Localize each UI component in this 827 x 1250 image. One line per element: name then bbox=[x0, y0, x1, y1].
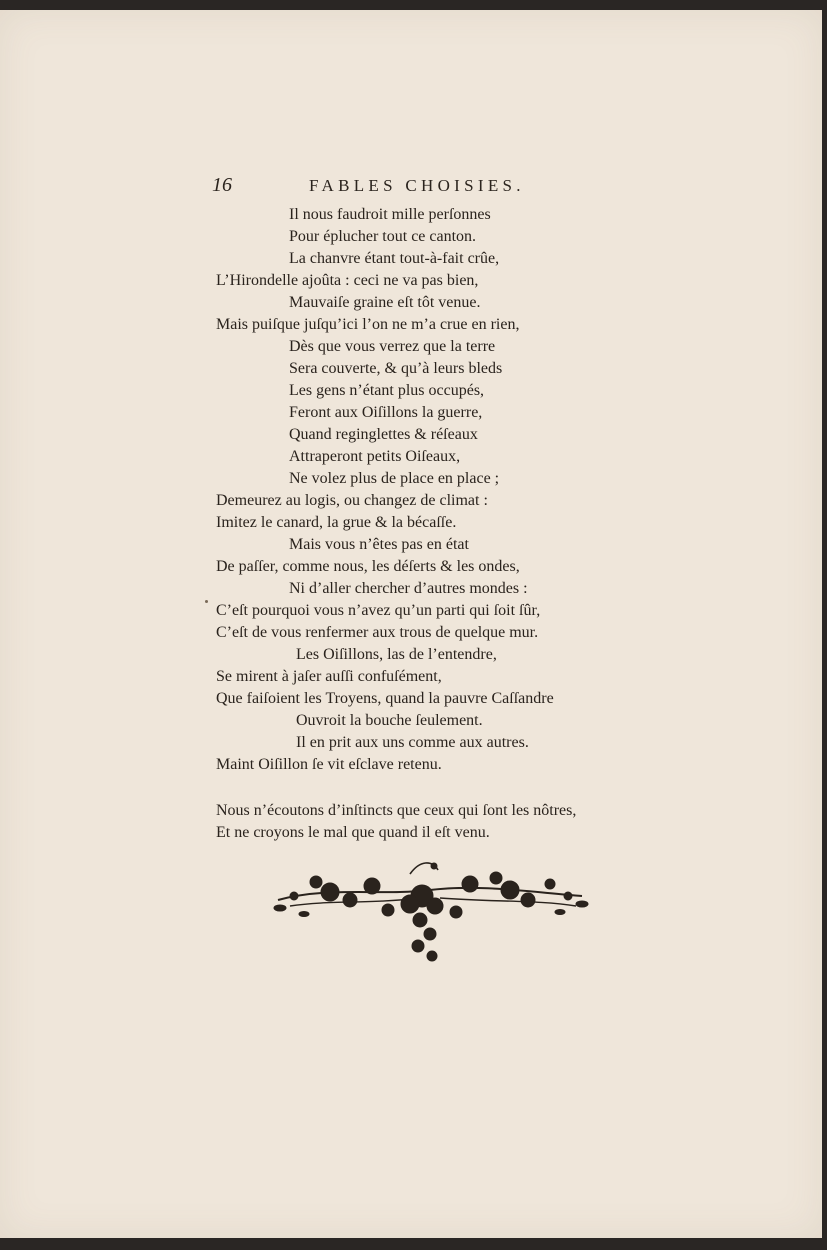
running-title: FABLES CHOISIES. bbox=[309, 176, 525, 195]
verse-line: Dès que vous verrez que la terre bbox=[289, 338, 496, 355]
paper-speck bbox=[205, 600, 208, 603]
verse-line: Il en prit aux uns comme aux autres. bbox=[296, 734, 529, 751]
moral-line: Et ne croyons le mal que quand il eſt venu. bbox=[216, 824, 490, 841]
verse-line: Mais vous n’êtes pas en état bbox=[289, 536, 469, 553]
verse-line: Mais puiſque juſqu’ici l’on ne m’a crue en rien, bbox=[216, 316, 520, 333]
verse-line: Il nous faudroit mille perſonnes bbox=[289, 206, 491, 223]
verse-line: Ni d’aller chercher d’autres mondes : bbox=[289, 580, 528, 597]
verse-line: Les gens n’étant plus occupés, bbox=[289, 382, 485, 399]
verse-line: C’eſt pourquoi vous n’avez qu’un parti qui ſoit ſûr, bbox=[216, 602, 541, 619]
verse-line: Mauvaiſe graine eſt tôt venue. bbox=[289, 294, 481, 311]
verse-line: L’Hirondelle ajoûta : ceci ne va pas bien, bbox=[216, 272, 479, 289]
verse-line: Feront aux Oiſillons la guerre, bbox=[289, 404, 483, 421]
verse-line: Se mirent à jaſer auſſi confuſément, bbox=[216, 668, 442, 685]
verse-line: De paſſer, comme nous, les déſerts & les ondes, bbox=[216, 558, 520, 575]
verse-line: Attraperont petits Oiſeaux, bbox=[289, 448, 461, 465]
floral-vignette-icon bbox=[270, 856, 590, 976]
verse-line: Imitez le canard, la grue & la bécaſſe. bbox=[216, 514, 457, 531]
verse-line: La chanvre étant tout-à-fait crûe, bbox=[289, 250, 500, 267]
verse-line: Maint Oiſillon ſe vit eſclave retenu. bbox=[216, 756, 442, 773]
verse-line: Demeurez au logis, ou changez de climat : bbox=[216, 492, 488, 509]
verse-line: Ouvroit la bouche ſeulement. bbox=[296, 712, 483, 729]
moral-line: Nous n’écoutons d’inſtincts que ceux qui ſont les nôtres, bbox=[216, 802, 577, 819]
verse-line: Sera couverte, & qu’à leurs bleds bbox=[289, 360, 503, 377]
verse-line: C’eſt de vous renfermer aux trous de quelque mur. bbox=[216, 624, 539, 641]
verse-line: Que faiſoient les Troyens, quand la pauvre Caſſandre bbox=[216, 690, 554, 707]
verse-line: Les Oiſillons, las de l’entendre, bbox=[296, 646, 497, 663]
book-page bbox=[0, 10, 822, 1238]
verse-line: Quand reginglettes & réſeaux bbox=[289, 426, 478, 443]
page-number: 16 bbox=[212, 174, 232, 196]
verse-line: Pour éplucher tout ce canton. bbox=[289, 228, 477, 245]
page-header bbox=[212, 174, 562, 198]
verse-line: Ne volez plus de place en place ; bbox=[289, 470, 500, 487]
